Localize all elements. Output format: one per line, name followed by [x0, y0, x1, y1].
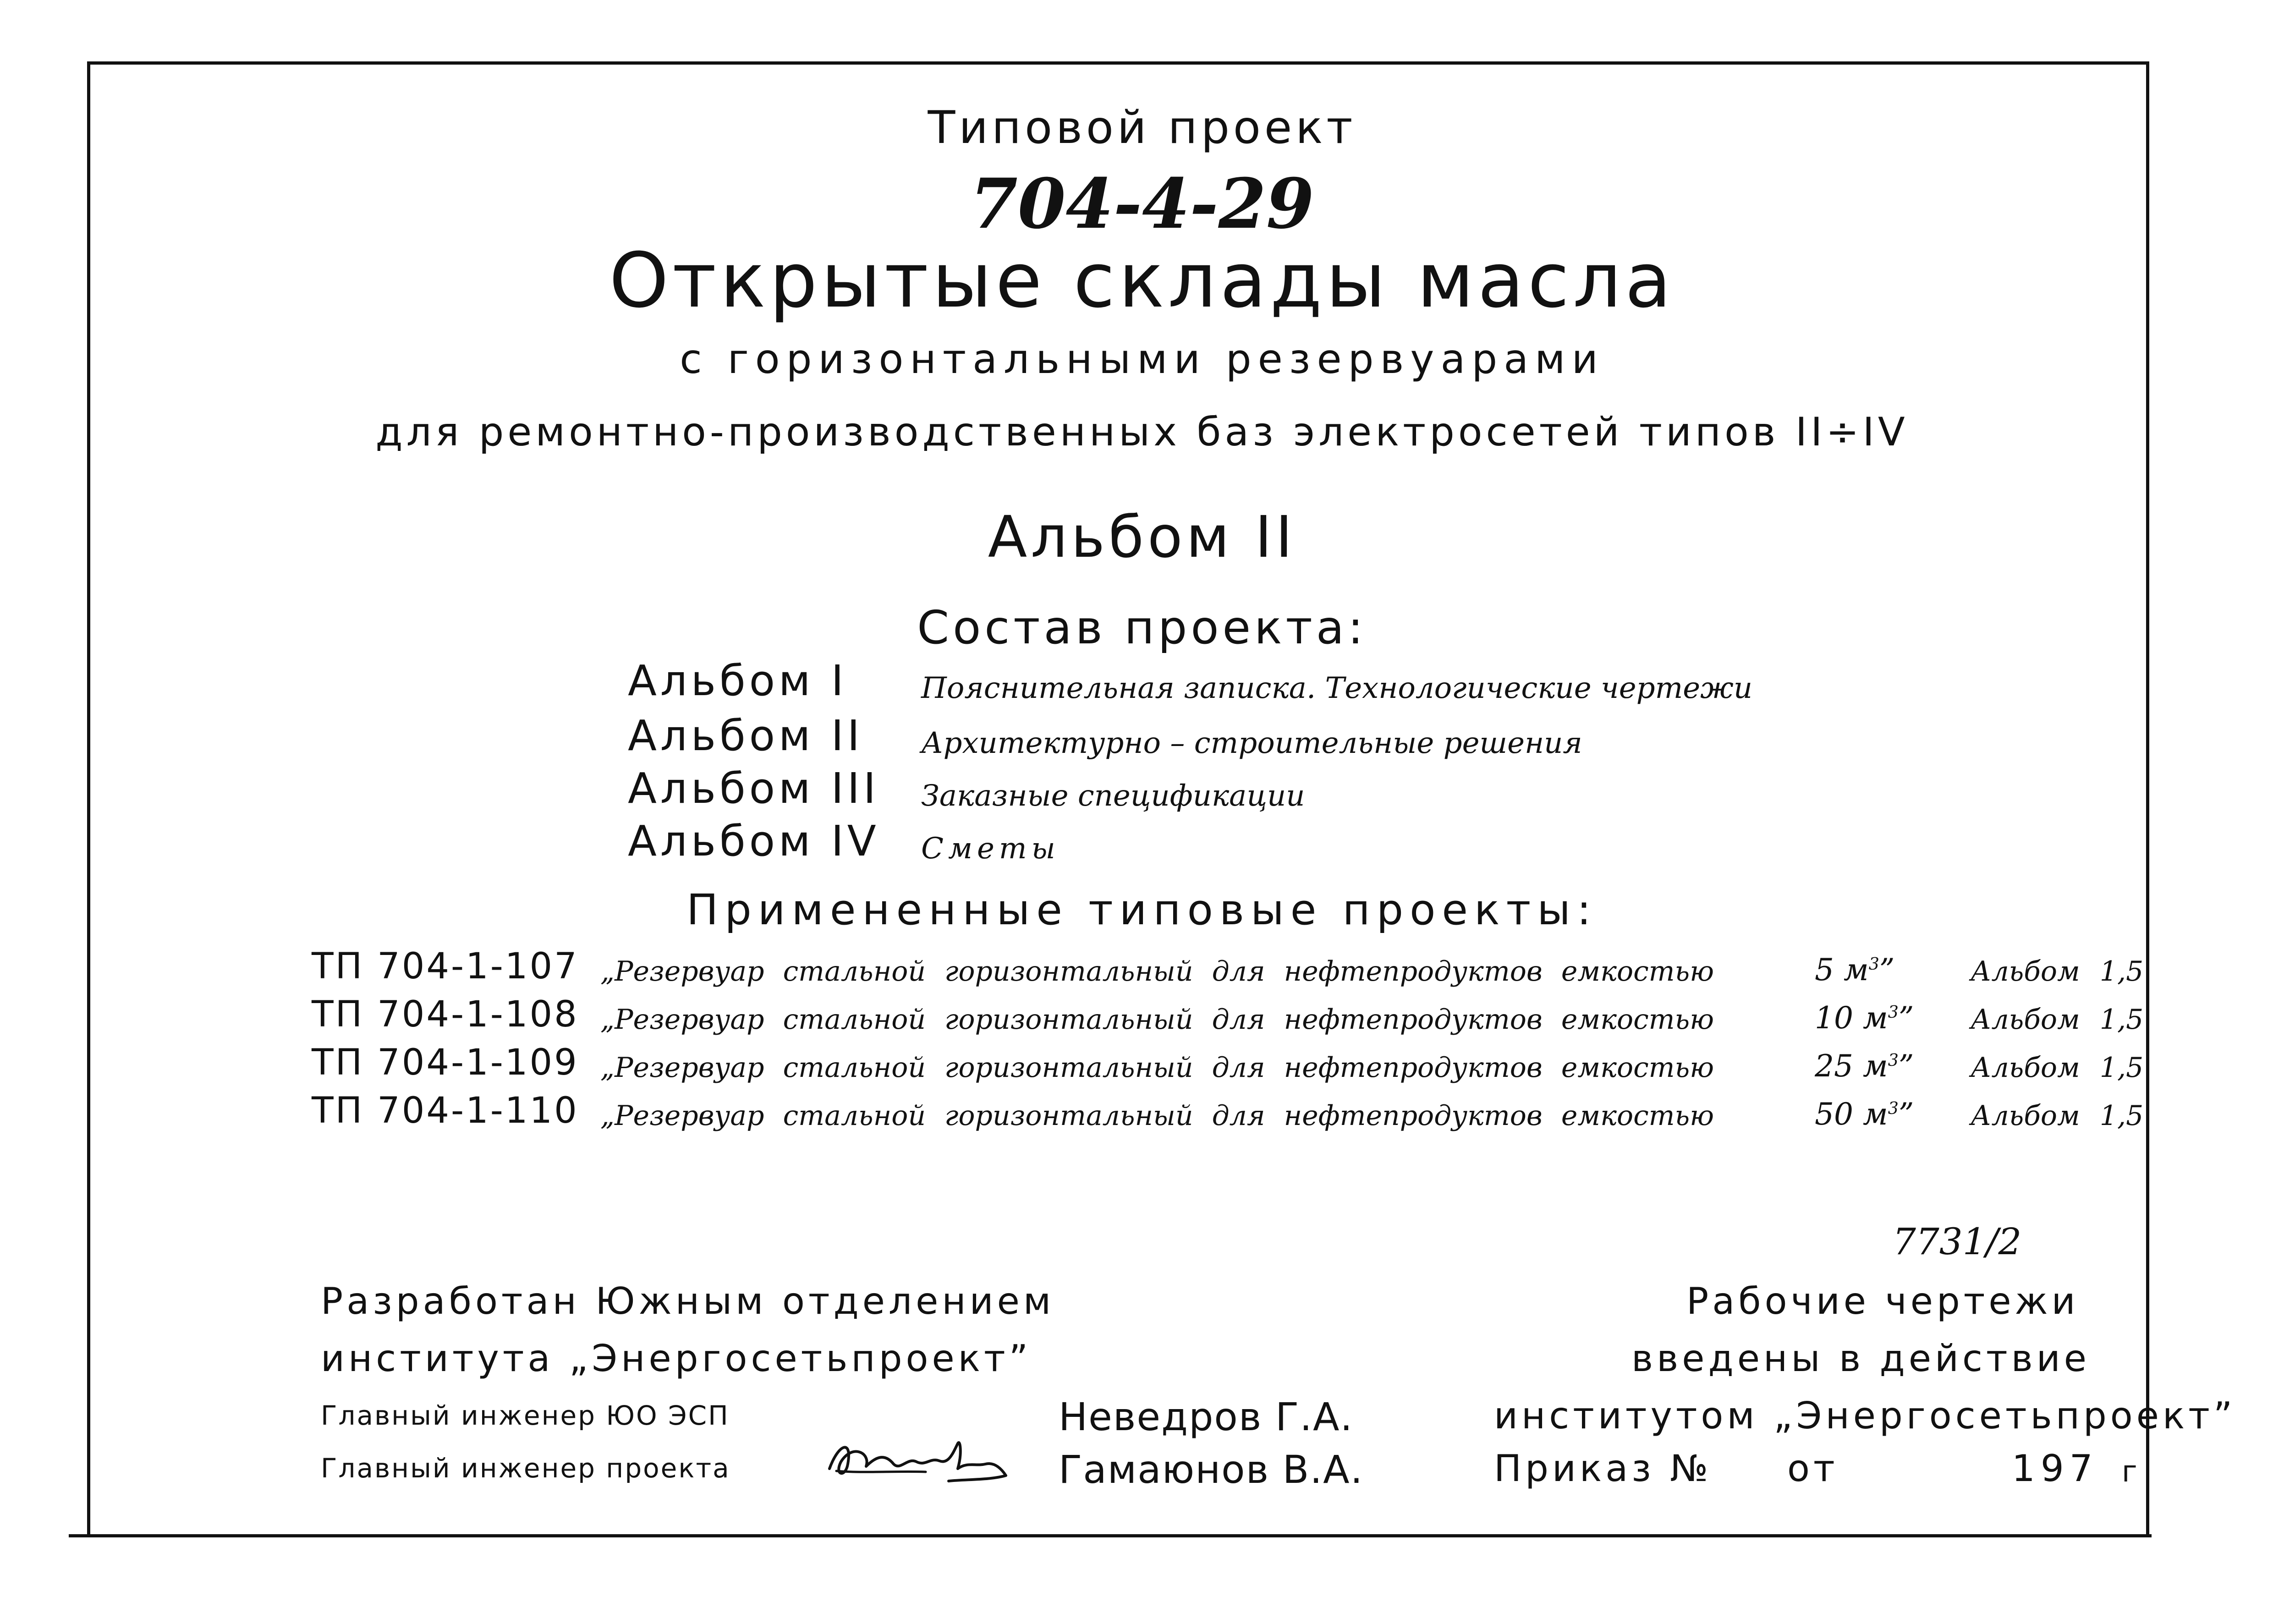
album-3-desc: Заказные спецификации — [921, 779, 1305, 813]
subtitle: с горизонтальными резервуарами — [680, 335, 1604, 383]
album-2-label: Альбом II — [628, 711, 863, 760]
row-album: Альбом 1,5 — [1971, 1004, 2144, 1036]
composition-heading: Состав проекта: — [917, 601, 1367, 654]
album-title: Альбом II — [988, 504, 1296, 571]
row-album: Альбом 1,5 — [1971, 955, 2144, 988]
row-code: ТП 704-1-109 — [312, 1042, 579, 1083]
order-year-suffix: г — [2122, 1455, 2137, 1489]
row-desc: „Резервуар стальной горизонтальный для нефтепродуктов емкостью — [600, 1100, 1714, 1132]
row-code: ТП 704-1-108 — [312, 994, 579, 1035]
row-volume: 5 $м^3$” — [1815, 952, 1895, 988]
developed-line-1: Разработан Южным отделением — [321, 1280, 1055, 1322]
project-engineer-label: Главный инженер проекта — [321, 1453, 730, 1484]
developed-line-2: института „Энергосетьпроект” — [321, 1337, 1032, 1380]
signature-image — [820, 1425, 1013, 1494]
chief-engineer-label: Главный инженер ЮО ЭСП — [321, 1400, 730, 1431]
order-from: от — [1787, 1447, 1839, 1490]
row-album: Альбом 1,5 — [1971, 1052, 2144, 1084]
row-desc: „Резервуар стальной горизонтальный для нефтепродуктов емкостью — [600, 955, 1714, 988]
project-number: 704-4-29 — [970, 164, 1314, 244]
row-album: Альбом 1,5 — [1971, 1100, 2144, 1132]
album-1-desc: Пояснительная записка. Технологические чертежи — [921, 671, 1753, 705]
row-volume: 10 $м^3$” — [1815, 1000, 1914, 1036]
row-desc: „Резервуар стальной горизонтальный для нефтепродуктов емкостью — [600, 1004, 1714, 1036]
type-label: Типовой проект — [928, 102, 1356, 154]
applied-heading: Примененные типовые проекты: — [686, 885, 1598, 934]
order-year: 197 — [2012, 1447, 2098, 1490]
album-1-label: Альбом I — [628, 656, 847, 705]
row-code: ТП 704-1-110 — [312, 1090, 579, 1131]
page-title: Открытые склады масла — [609, 236, 1675, 324]
purpose-line: для ремонтно-производственных баз электросетей типов II÷IV — [375, 409, 1909, 455]
approved-line-3: институтом „Энергосетьпроект” — [1494, 1394, 2236, 1437]
row-code: ТП 704-1-107 — [312, 946, 579, 987]
row-volume: 50 $м^3$” — [1815, 1097, 1914, 1132]
chief-engineer-name: Неведров Г.А. — [1059, 1394, 1354, 1439]
row-volume: 25 $м^3$” — [1815, 1048, 1914, 1084]
album-4-desc: Сметы — [921, 832, 1060, 866]
approved-line-1: Рабочие чертежи — [1686, 1280, 2079, 1322]
album-3-label: Альбом III — [628, 764, 880, 813]
order-label: Приказ № — [1494, 1447, 1712, 1490]
doc-number: 7731/2 — [1893, 1220, 2022, 1263]
row-desc: „Резервуар стальной горизонтальный для нефтепродуктов емкостью — [600, 1052, 1714, 1084]
project-engineer-name: Гамаюнов В.А. — [1059, 1447, 1364, 1492]
album-2-desc: Архитектурно – строительные решения — [921, 726, 1582, 760]
frame-bottom-line — [69, 1534, 2152, 1537]
approved-line-2: введены в действие — [1631, 1337, 2090, 1380]
album-4-label: Альбом IV — [628, 817, 880, 866]
